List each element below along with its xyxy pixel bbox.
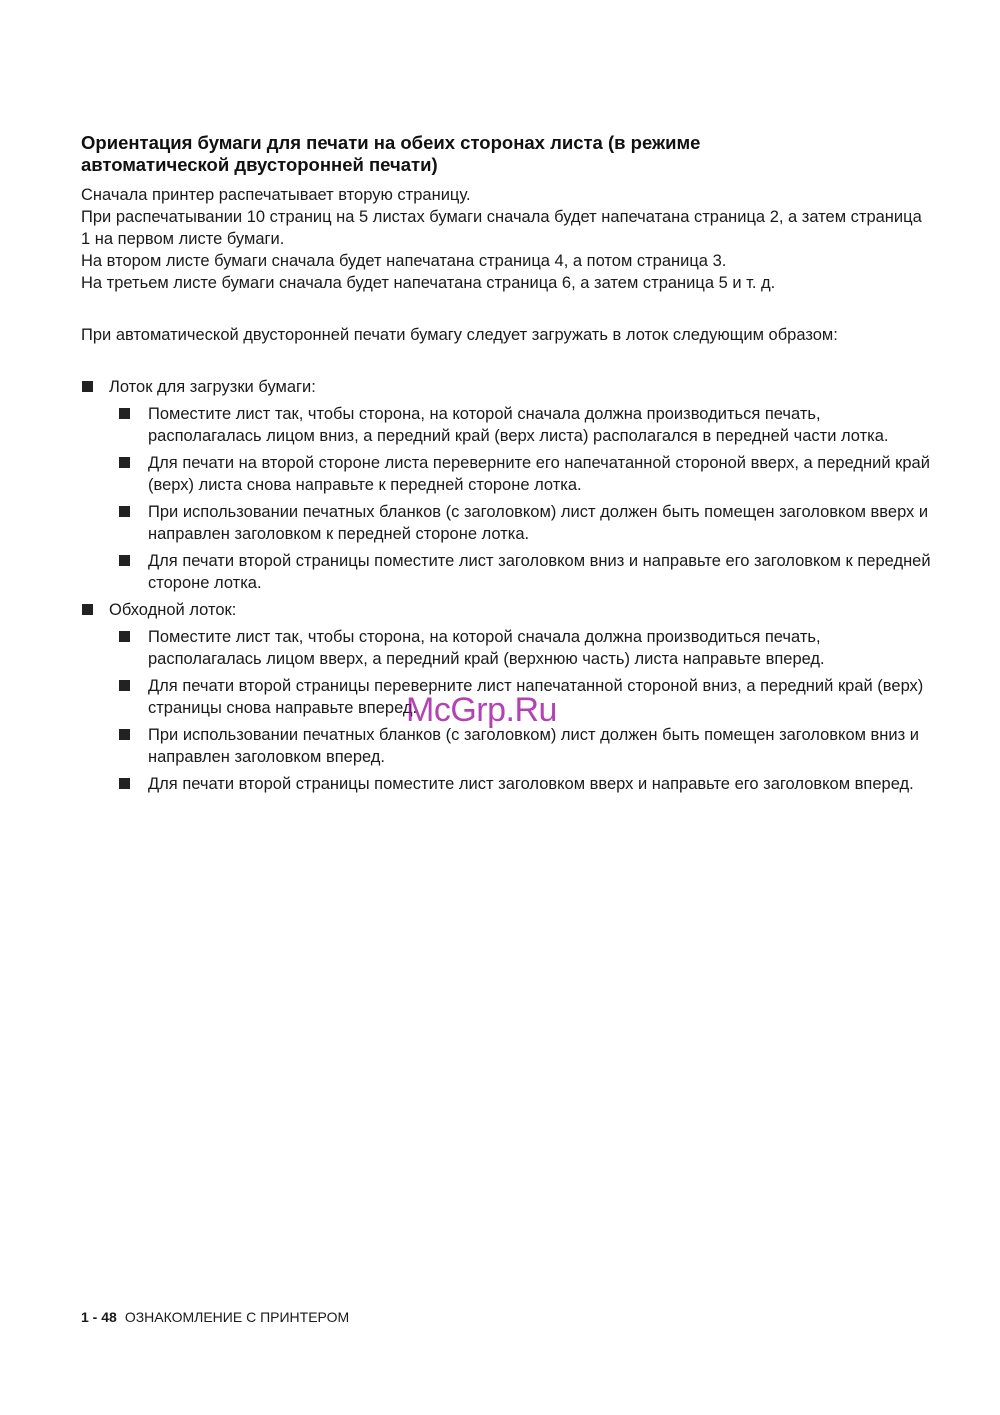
- list-item-text: Для печати второй страницы переверните лист напечатанной стороной вниз, а передний край (верх) страницы снова направьте вперед.: [148, 677, 924, 717]
- list-item-text: Для печати второй страницы поместите лист заголовком вверх и направьте его заголовком вперед.: [148, 775, 914, 793]
- page-number: 1 - 48: [81, 1309, 117, 1325]
- square-bullet-icon: [119, 506, 130, 517]
- list-item-text: Для печати на второй стороне листа переверните его напечатанной стороной вверх, а передний край (верх) листа снова направьте к передней стороне лотка.: [148, 454, 930, 494]
- heading-line-2: автоматической двусторонней печати): [81, 154, 438, 175]
- list-item-text: Для печати второй страницы поместите лист заголовком вниз и направьте его заголовком к передней стороне лотка.: [148, 552, 931, 592]
- list-item-label: Лоток для загрузки бумаги:: [109, 378, 316, 396]
- intro-paragraph: Сначала принтер распечатывает вторую страницу.: [81, 186, 471, 204]
- list-item-text: Поместите лист так, чтобы сторона, на которой сначала должна производиться печать, располагалась лицом вниз, а передний край (верх листа) располагался в передней части лотка.: [148, 405, 889, 445]
- sub-list: [109, 626, 931, 795]
- list-item: [109, 724, 931, 768]
- intro-block: [81, 184, 931, 294]
- square-bullet-icon: [119, 408, 130, 419]
- square-bullet-icon: [82, 604, 93, 615]
- list-item-label: Обходной лоток:: [109, 601, 237, 619]
- list-item: [109, 675, 931, 719]
- list-item: [109, 550, 931, 594]
- watermark: McGrp.Ru: [406, 691, 557, 729]
- load-note-block: [81, 324, 931, 346]
- list-item-manual-feed-tray: [81, 599, 931, 795]
- page-content: [81, 132, 931, 800]
- list-item-text: При использовании печатных бланков (с заголовком) лист должен быть помещен заголовком вверх и направлен заголовком к передней стороне лотка.: [148, 503, 929, 543]
- square-bullet-icon: [82, 381, 93, 392]
- square-bullet-icon: [119, 729, 130, 740]
- intro-paragraph: На третьем листе бумаги сначала будет напечатана страница 6, а затем страница 5 и т. д.: [81, 274, 776, 292]
- list-item-text: При использовании печатных бланков (с заголовком) лист должен быть помещен заголовком вниз и направлен заголовком вперед.: [148, 726, 920, 766]
- list-item-paper-tray: [81, 376, 931, 594]
- heading-line-1: Ориентация бумаги для печати на обеих сторонах листа (в режиме: [81, 132, 701, 153]
- list-item: [109, 403, 931, 447]
- square-bullet-icon: [119, 680, 130, 691]
- load-note: При автоматической двусторонней печати бумагу следует загружать в лоток следующим образом:: [81, 326, 838, 344]
- intro-paragraph: На втором листе бумаги сначала будет напечатана страница 4, а потом страница 3.: [81, 252, 727, 270]
- section-heading: [81, 132, 931, 176]
- square-bullet-icon: [119, 457, 130, 468]
- square-bullet-icon: [119, 631, 130, 642]
- list-item: [109, 452, 931, 496]
- square-bullet-icon: [119, 778, 130, 789]
- list-item: [109, 626, 931, 670]
- square-bullet-icon: [119, 555, 130, 566]
- intro-paragraph: При распечатывании 10 страниц на 5 листах бумаги сначала будет напечатана страница 2, а затем страница 1 на первом листе бумаги.: [81, 208, 922, 248]
- chapter-title: ОЗНАКОМЛЕНИЕ С ПРИНТЕРОМ: [124, 1309, 350, 1325]
- page-footer: [81, 1308, 349, 1326]
- sub-list: [109, 403, 931, 594]
- list-item: [109, 501, 931, 545]
- list-item: [109, 773, 931, 795]
- bullet-list: [81, 376, 931, 795]
- list-item-text: Поместите лист так, чтобы сторона, на которой сначала должна производиться печать, располагалась лицом вверх, а передний край (верхнюю часть) листа направьте вперед.: [148, 628, 825, 668]
